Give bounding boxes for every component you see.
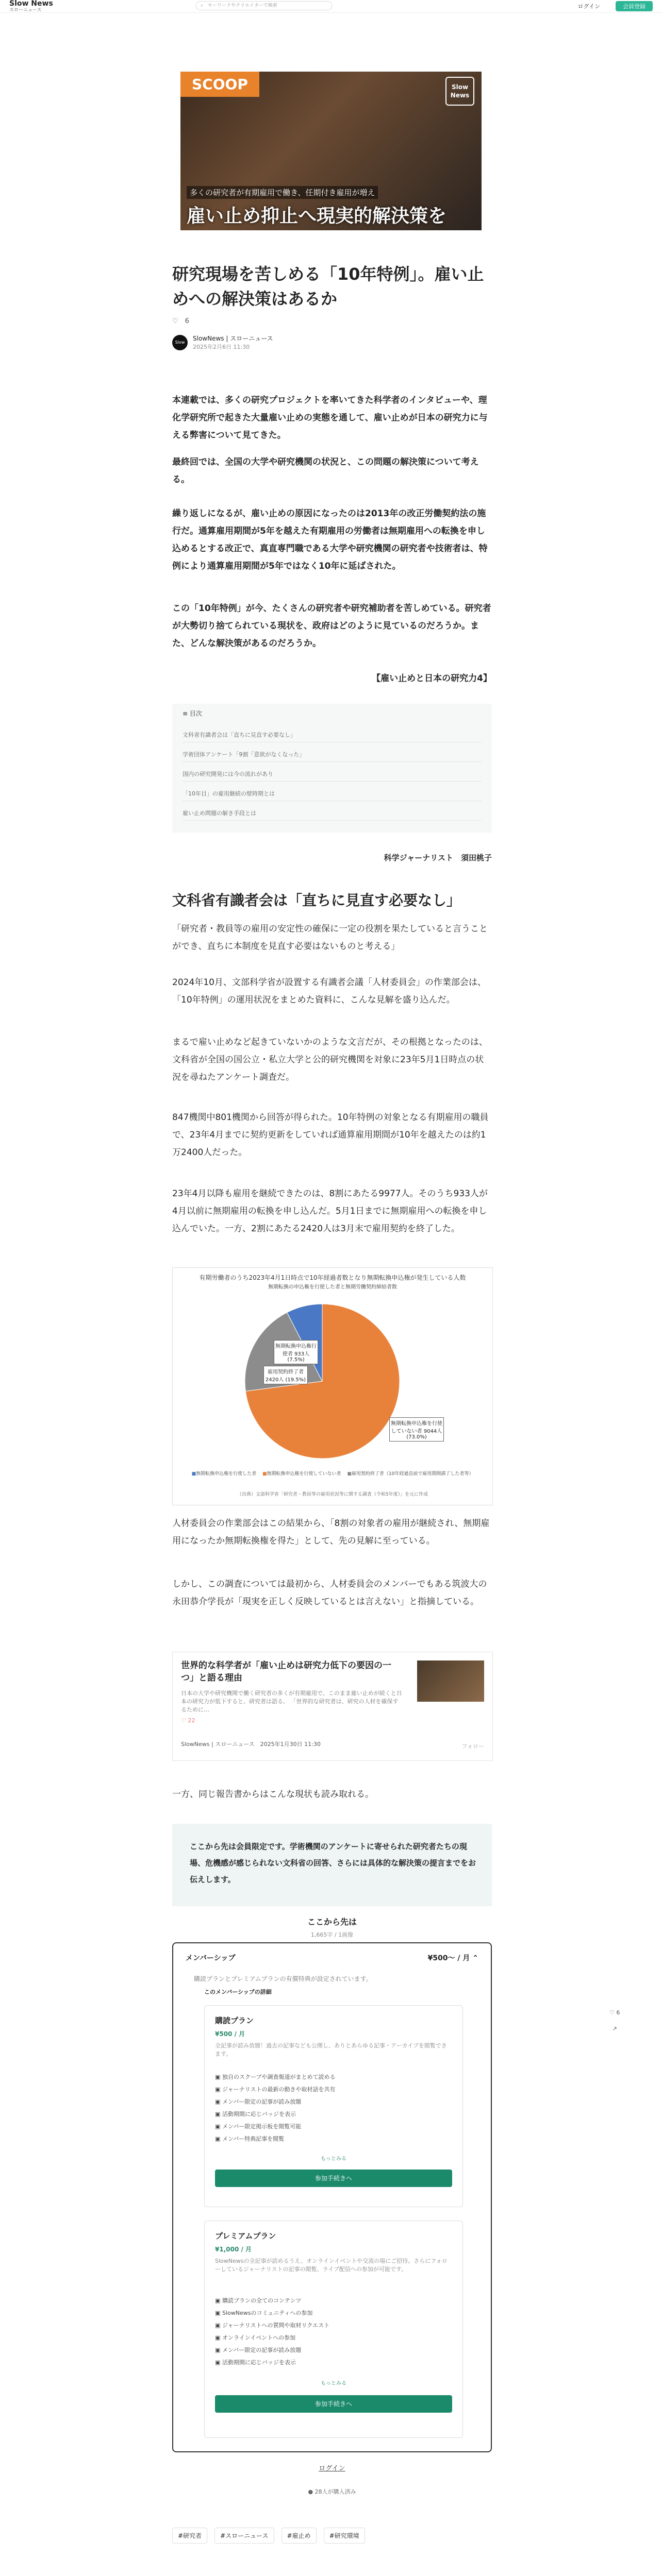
callout-label: 雇用契約終了者 2420人 (19.5%) xyxy=(263,1366,308,1384)
card-follow-button[interactable]: フォロー xyxy=(461,1743,484,1750)
plan-feature: ▣ ジャーナリストの最新の動きや取材話を共有 xyxy=(215,2086,336,2093)
plan-feature: ▣ メンバー限定の記事が読み放題 xyxy=(215,2098,302,2105)
tag[interactable]: #雇止め xyxy=(282,2528,317,2544)
plan-price: ¥500 / 月 xyxy=(215,2030,245,2038)
card-desc: 日本の大学や研究機関で働く研究者の多くが有期雇用で、このまま雇い止めが続くと日本の研究力が低下すると、研究者は語る。 「世界的な研究者は、研究の人材を確保するために… xyxy=(181,1690,402,1713)
plan-feature: ▣ 独自のスクープや調査報道がまとめて読める xyxy=(215,2074,336,2080)
chevron-up-icon: ⌃ xyxy=(472,1954,478,1962)
membership-desc: 購読プランとプレミアムプランの有償特典が設定されています。 xyxy=(194,1975,372,1982)
share-icon[interactable]: ↗ xyxy=(612,2025,617,2032)
membership-list-label: このメンバーシップの詳細 xyxy=(204,1989,272,1995)
plan-desc: 全記事が読み放題！過去の記事なども公開し、ありとあらゆる記事・アーカイブを閲覧できます。 xyxy=(215,2042,447,2057)
feature-icon: ▣ xyxy=(215,2111,221,2117)
tag-list xyxy=(172,2528,365,2544)
author-avatar[interactable]: Slow News xyxy=(172,335,188,350)
plan-price: ¥1,000 / 月 xyxy=(215,2246,252,2253)
plan-feature: ▣ 購読プランの全てのコンテンツ xyxy=(215,2297,302,2304)
register-button[interactable]: 会員登録 xyxy=(616,1,653,11)
tag[interactable]: #スローニュース xyxy=(214,2528,274,2544)
toc-item[interactable]: 文科省有識者会は「直ちに見直す必要なし」 xyxy=(183,727,482,742)
plan-name: プレミアムプラン xyxy=(215,2231,276,2241)
legend-swatch: ■ xyxy=(191,1471,196,1477)
intro-para: 繰り返しになるが、雇い止めの原因になったのは2013年の改正労働契約法の施行だ。通算雇用期間が5年を越えた有期雇用の労働者は無期雇用への転換を申し込めるとする改正で、真直専門職である大学や研究機関の研究者や技術者は、特例により通算雇用期間が5年ではなく10年に延ばされた。 xyxy=(172,509,488,571)
pie-chart xyxy=(172,1267,493,1505)
more-sub: 1,665字 / 1画像 xyxy=(310,1931,354,1938)
author-signature: 科学ジャーナリスト 須田桃子 xyxy=(384,853,492,862)
search-icon: ⌕ xyxy=(201,3,204,8)
section-heading: 文科省有識者会は「直ちに見直す必要なし」 xyxy=(172,892,461,909)
feature-icon: ▣ xyxy=(215,2297,221,2304)
chart-legend xyxy=(173,1470,492,1477)
toc-item[interactable]: 学術団体アンケート「9割「意欲がなくなった」 xyxy=(183,747,482,762)
body-para: 847機関中801機関から回答が得られた。10年特例の対象となる有期雇用の職員で、23年4月までに契約更新をしていれば通算雇用期間が10年を越えたのは約1万2400人だった。 xyxy=(172,1112,489,1158)
membership-title: メンバーシップ xyxy=(186,1954,236,1962)
author-block[interactable] xyxy=(172,334,273,360)
show-more-link[interactable]: もっとみる xyxy=(321,2156,346,2162)
like-icon[interactable]: ♡ 6 xyxy=(609,2009,620,2016)
body-para: 23年4月以降も雇用を継続できたのは、8割にあたる9977人。そのうち933人が4月以前に無期雇用の転換を申し込んだ。5月1日までに無期雇用への転換を申し込んでいた。一方、2割にあたる2420人は3月末で雇用契約を終了した。 xyxy=(172,1189,488,1234)
tag[interactable]: #研究環境 xyxy=(324,2528,365,2544)
membership-panel xyxy=(172,1942,492,2452)
plan-feature: ▣ 活動期間に応じバッジを表示 xyxy=(215,2111,296,2117)
body-para: まるで雇い止めなど起きていないかのような文言だが、その根拠となったのは、文科省が全国の国公立・私立大学と公的研究機関を対象に23年5月1日時点の状況を尋ねたアンケート調査だ。 xyxy=(172,1037,488,1082)
standard-plan xyxy=(204,2005,463,2207)
callout-label: 無期転換申込権を行使していない者 9044人 (73.0%) xyxy=(389,1417,444,1442)
legend-swatch: ■ xyxy=(262,1471,267,1477)
card-title[interactable]: 世界的な科学者が「雇い止めは研究力低下の要因の一つ」と語る理由 xyxy=(181,1660,391,1683)
login-link[interactable]: ログイン xyxy=(577,3,600,10)
chart-subtitle: 無期転換の申込権を行使した者と無期労働契約締結者数 xyxy=(268,1284,397,1290)
intro-para: 最終回では、全国の大学や研究機関の状況と、この問題の解決策について考える。 xyxy=(172,457,479,485)
toc-heading[interactable]: ≡ 目次 xyxy=(183,710,202,717)
pie-svg xyxy=(173,1268,492,1464)
chart-title: 有期労働者のうち2023年4月1日時点で10年経過者数となり無期転換申込権が発生している人数 xyxy=(199,1274,466,1281)
plan-feature: ▣ メンバー特典記事を閲覧 xyxy=(215,2136,285,2142)
feature-icon: ▣ xyxy=(215,2322,221,2329)
heart-icon: ♡ xyxy=(172,317,178,325)
chart-source: （出典）文部科学省「研究者・教員等の雇用状況等に関する調査（令和5年度）」を元に作成 xyxy=(237,1492,428,1497)
floating-actions xyxy=(609,2009,620,2032)
toc-item[interactable]: 雇い止め問題の解き手段とは xyxy=(183,806,482,821)
plan-feature: ▣ メンバー限定掲示板を閲覧可能 xyxy=(215,2123,302,2130)
author-name[interactable]: SlowNews | スローニュース xyxy=(193,335,273,342)
paywall-promo xyxy=(172,1824,492,1906)
body-para: 「研究者・教員等の雇用の安定性の確保に一定の役割を果たしていると言うことができ、直ちに本制度を見直す必要はないものと考える」 xyxy=(172,924,488,952)
like-count[interactable]: ♡ 6 xyxy=(172,317,189,325)
toc-item[interactable]: 国内の研究開発には今の流れがあり xyxy=(183,767,482,782)
callout-label: 無期転換申込権行使者 933人 (7.5%) xyxy=(274,1340,318,1364)
toc-item[interactable]: 「10年目」の雇用継続の壁時期とは xyxy=(183,786,482,801)
feature-icon: ▣ xyxy=(215,2086,221,2093)
article-title: 研究現場を苦しめる「10年特例」。雇い止めへの解決策はあるか xyxy=(172,264,484,309)
card-thumbnail xyxy=(417,1660,484,1702)
plan-feature: ▣ オンラインイベントへの参加 xyxy=(215,2334,296,2341)
membership-price[interactable]: ¥500〜 / 月 ⌃ xyxy=(427,1954,478,1962)
hero-caption-small: 多くの研究者が有期雇用で働き、任期付き雇用が増え xyxy=(187,186,378,199)
join-premium-button[interactable]: 参加手続きへ xyxy=(215,2395,452,2413)
top-header xyxy=(0,0,662,13)
feature-icon: ▣ xyxy=(215,2136,221,2142)
legend-label: 無期転換申込権を行使していない者 xyxy=(267,1471,341,1477)
publish-date: 2025年2月6日 11:30 xyxy=(193,344,250,350)
site-logo[interactable]: Slow News xyxy=(9,0,53,8)
embedded-article-card[interactable] xyxy=(172,1652,493,1761)
feature-icon: ▣ xyxy=(215,2359,221,2366)
plan-desc: SlowNewsの全記事が読めるうえ、オンラインイベントや交流の場にご招待。さらにフォローしているジャーナリストの記事の閲覧、ライブ配信への参加が可能です。 xyxy=(215,2258,448,2273)
feature-icon: ▣ xyxy=(215,2334,221,2341)
plan-feature: ▣ 活動期間に応じバッジを表示 xyxy=(215,2359,296,2366)
intro-para: この「10年特例」が今、たくさんの研究者や研究補助者を苦しめている。研究者が大勢切り捨てられている現状を、政府はどのように見ているのだろうか。また、どんな解決策があるのだろうか。 xyxy=(172,603,491,649)
intro-para: 本連載では、多くの研究プロジェクトを率いてきた科学者のインタビューや、理化学研究所で起きた大量雇い止めの実態を通して、雇い止めが日本の研究力に与える弊害について見てきた。 xyxy=(172,395,488,440)
body-para: 一方、同じ報告書からはこんな現状も読み取れる。 xyxy=(172,1789,374,1800)
scoop-badge: SCOOP xyxy=(180,72,259,97)
hero-image xyxy=(180,72,482,230)
feature-icon: ▣ xyxy=(215,2123,221,2130)
list-icon: ≡ xyxy=(183,710,188,717)
tag[interactable]: #研究者 xyxy=(172,2528,207,2544)
plan-feature: ▣ ジャーナリストへの質問や取材リクエスト xyxy=(215,2322,330,2329)
table-of-contents xyxy=(172,704,492,833)
plan-name: 購読プラン xyxy=(215,2016,254,2025)
purchase-count: ● 28人が購入済み xyxy=(308,2488,356,2495)
legend-label: 無期転換申込権を行使した者 xyxy=(196,1471,257,1477)
card-source[interactable]: SlowNews | スローニュース xyxy=(181,1741,255,1748)
promo-text: ここから先は会員限定です。学術機関のアンケートに寄せられた研究者たちの現場、危機感が感じられない文科省の回答、さらには具体的な解決策の提言までをお伝えします。 xyxy=(190,1842,476,1884)
legend-label: 雇用契約終了者（10年経過直前で雇用期間満了した者等） xyxy=(351,1471,474,1477)
premium-plan xyxy=(204,2221,463,2438)
more-heading: ここから先は xyxy=(307,1917,357,1927)
hero-caption-big: 雇い止め抑止へ現実的解決策を xyxy=(187,206,447,227)
paywall-more xyxy=(172,1916,492,1939)
site-logo-sub: スローニュース xyxy=(9,8,42,13)
body-para: 人材委員会の作業部会はこの結果から、「8割の対象者の雇用が継続され、無期雇用になったか無期転換権を得た」として、先の見解に至っている。 xyxy=(172,1518,490,1546)
heart-icon: ♡ xyxy=(181,1717,186,1724)
slownews-logo: Slow News xyxy=(445,77,474,106)
show-more-link[interactable]: もっとみる xyxy=(321,2381,346,2386)
plan-feature: ▣ SlowNewsのコミュニティへの参加 xyxy=(215,2310,313,2316)
plan-feature: ▣ メンバー限定の記事が読み放題 xyxy=(215,2347,302,2353)
login-link[interactable]: ログイン xyxy=(319,2465,345,2472)
card-date: 2025年1月30日 11:30 xyxy=(260,1741,321,1748)
join-standard-button[interactable]: 参加手続きへ xyxy=(215,2170,452,2187)
card-likes: ♡ 22 xyxy=(181,1717,195,1724)
body-para: しかし、この調査については最初から、人材委員会のメンバーでもある筑波大の永田恭介学長が「現実を正しく反映しているとは言えない」と指摘している。 xyxy=(172,1579,487,1607)
series-note: 【雇い止めと日本の研究力4】 xyxy=(372,673,492,684)
body-para: 2024年10月、文部科学省が設置する有識者会議「人材委員会」の作業部会は、「10年特例」の運用状況をまとめた資料に、こんな見解を盛り込んだ。 xyxy=(172,977,486,1005)
search-input[interactable]: ⌕ キーワードやクリエイターで検索 xyxy=(196,1,332,10)
users-icon: ● xyxy=(308,2488,313,2495)
feature-icon: ▣ xyxy=(215,2347,221,2353)
feature-icon: ▣ xyxy=(215,2310,221,2316)
feature-icon: ▣ xyxy=(215,2098,221,2105)
legend-swatch: ■ xyxy=(347,1471,352,1477)
feature-icon: ▣ xyxy=(215,2074,221,2080)
